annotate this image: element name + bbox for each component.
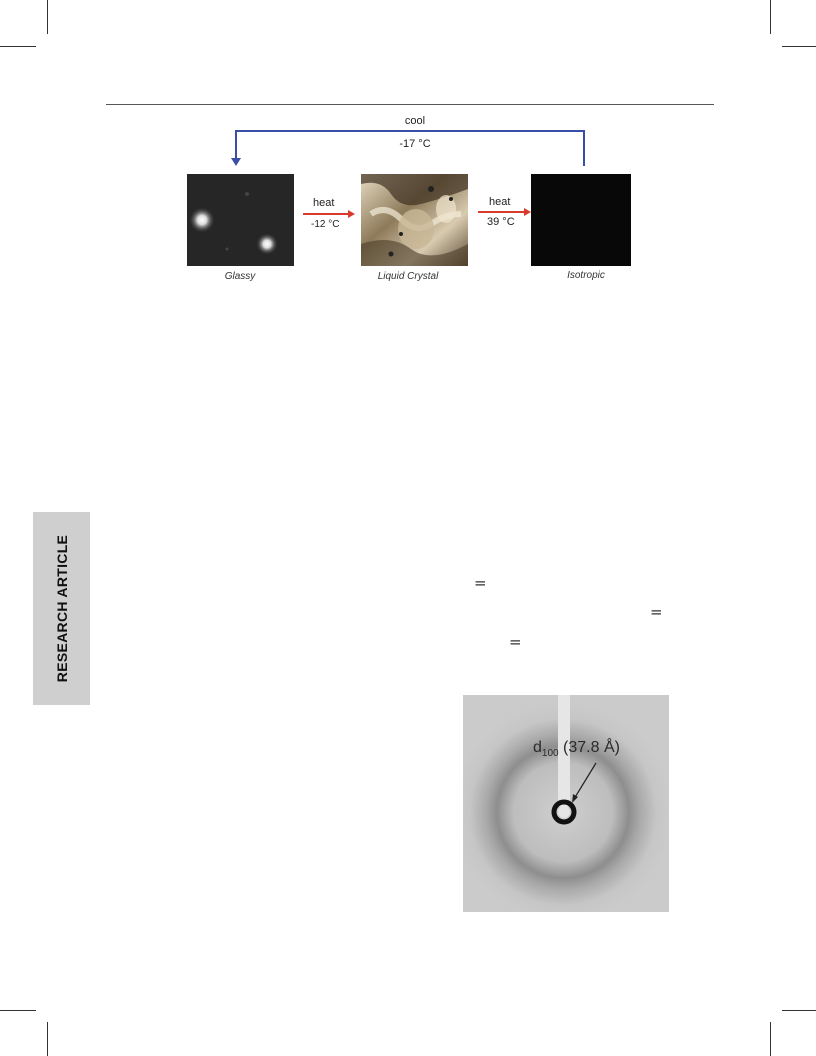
equals-sign: =: [474, 574, 487, 592]
glassy-micrograph-image: [187, 174, 294, 266]
crop-mark: [770, 1022, 771, 1056]
crop-mark: [0, 46, 36, 47]
heat-temperature-1: -12 °C: [311, 219, 340, 230]
crop-mark: [0, 1010, 36, 1011]
equals-sign: =: [650, 603, 663, 621]
peak-label: [533, 739, 620, 759]
side-tab-label: RESEARCH ARTICLE: [53, 534, 70, 683]
crop-mark: [782, 1010, 816, 1011]
header-rule: [106, 104, 714, 105]
heat-temperature-2: 39 °C: [487, 216, 515, 228]
equals-sign: =: [509, 633, 522, 651]
section-side-tab: [33, 512, 90, 705]
cool-arrow-line: [583, 130, 585, 166]
cool-arrow-head-icon: [231, 158, 241, 166]
cool-arrow-line: [235, 130, 237, 160]
xrd-pattern-image: [463, 695, 669, 912]
peak-label-subscript: 100: [541, 748, 559, 760]
caption-glassy: Glassy: [224, 271, 256, 282]
crop-mark: [47, 1022, 48, 1056]
heat-arrow-line-2: [478, 211, 525, 213]
isotropic-micrograph: [531, 174, 631, 266]
cool-label: cool: [380, 115, 450, 127]
crop-mark: [770, 0, 771, 34]
heat-arrow-head-icon: [524, 208, 531, 216]
peak-label-main: d: [533, 739, 542, 756]
heat-label-2: heat: [489, 196, 511, 208]
cool-temperature: -17 °C: [399, 138, 431, 150]
liquid-crystal-micrograph: [361, 174, 468, 266]
glassy-micrograph: [187, 174, 294, 266]
crop-mark: [782, 46, 816, 47]
xrd-pattern-figure: [463, 695, 669, 912]
heat-label-1: heat: [313, 197, 335, 209]
heat-arrow-line-1: [303, 213, 349, 215]
liquid-crystal-micrograph-image: [361, 174, 468, 266]
caption-liquid-crystal: Liquid Crystal: [377, 271, 439, 282]
peak-label-value: (37.8 Å): [558, 739, 620, 756]
caption-isotropic: Isotropic: [567, 270, 605, 281]
crop-mark: [47, 0, 48, 34]
heat-arrow-head-icon: [348, 210, 355, 218]
cool-arrow-line: [235, 130, 585, 132]
